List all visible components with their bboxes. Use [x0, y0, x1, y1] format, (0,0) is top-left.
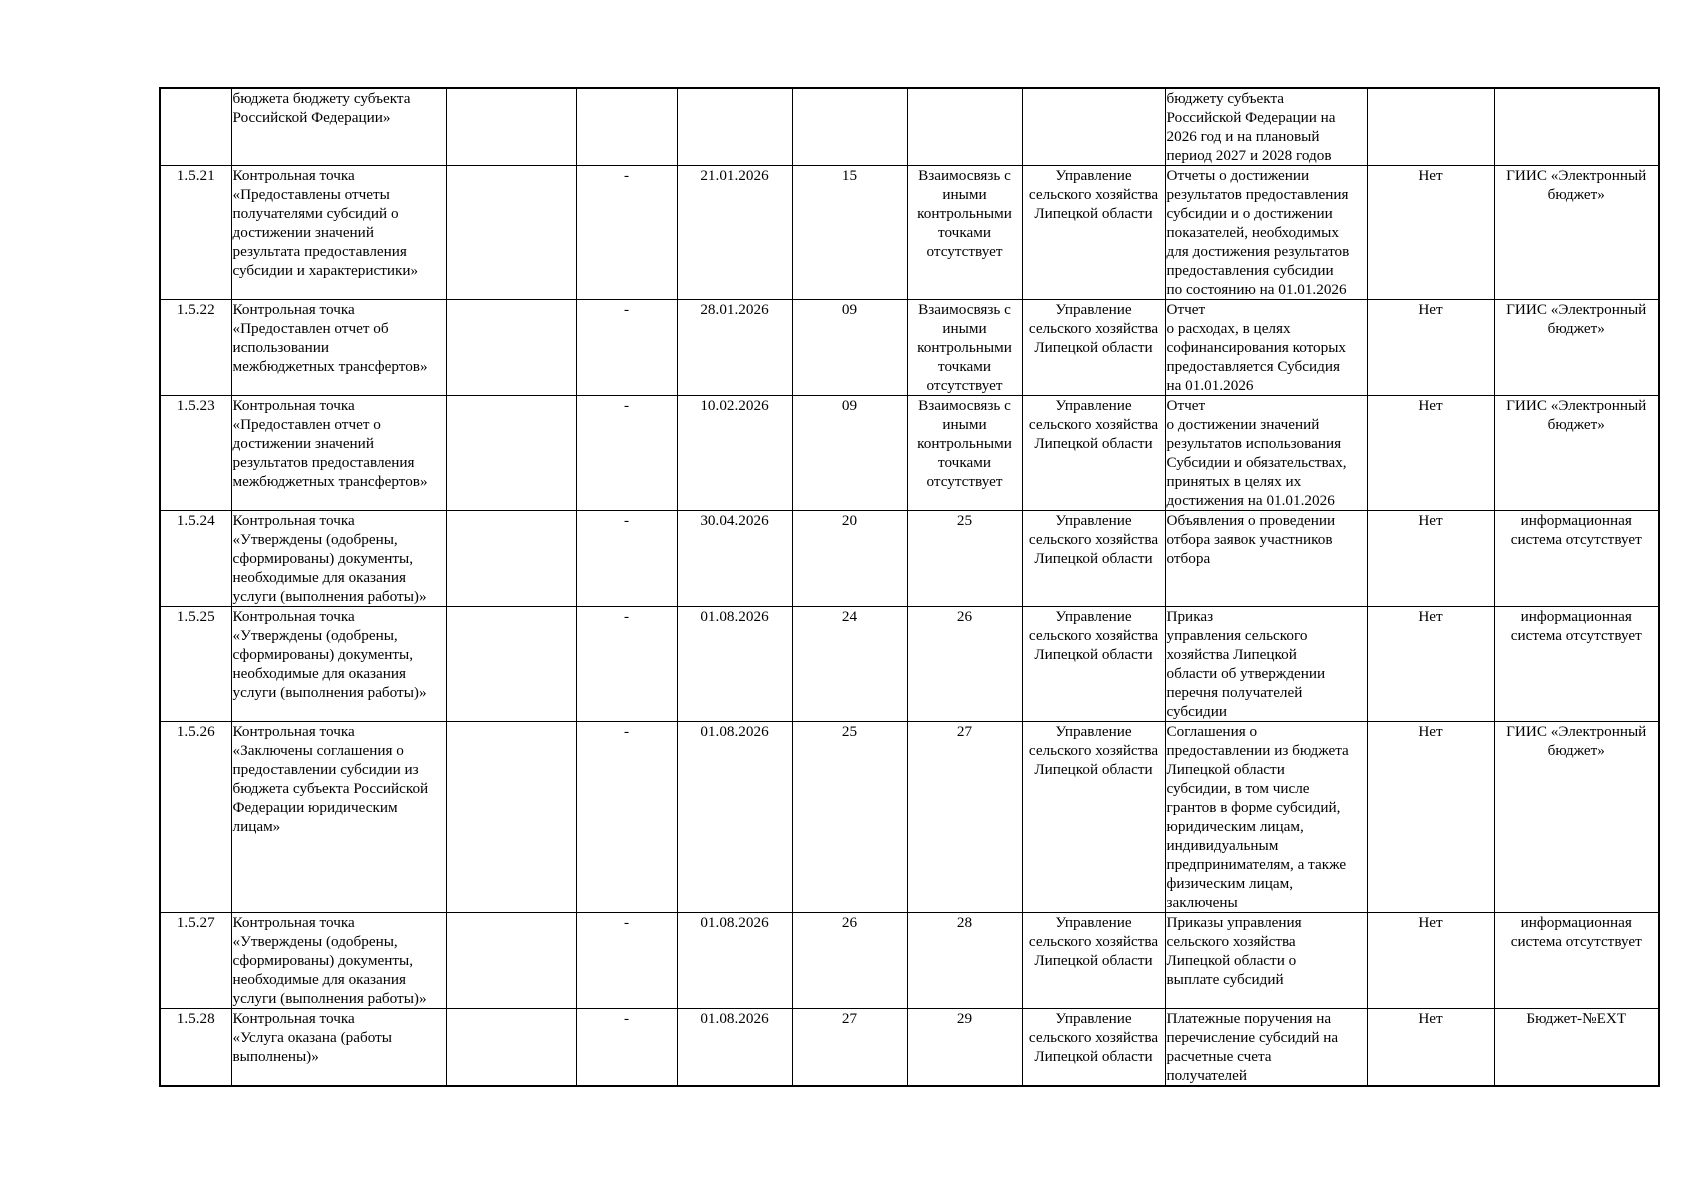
cell-date: 01.08.2026	[677, 1009, 792, 1087]
cell-system: информационная система отсутствует	[1494, 913, 1659, 1009]
cell-predecessor: 27	[792, 1009, 907, 1087]
cell-system: ГИИС «Электронный бюджет»	[1494, 300, 1659, 396]
cell-responsible: Управление сельского хозяйства Липецкой области	[1022, 722, 1165, 913]
cell-system: ГИИС «Электронный бюджет»	[1494, 396, 1659, 511]
cell-date: 10.02.2026	[677, 396, 792, 511]
cell-name: Контрольная точка «Услуга оказана (работы выполнены)»	[231, 1009, 446, 1087]
cell-predecessor: 15	[792, 166, 907, 300]
cell-successor: Взаимосвязь с иными контрольными точками отсутствует	[907, 300, 1022, 396]
cell-successor: 28	[907, 913, 1022, 1009]
cell-flag: Нет	[1367, 300, 1494, 396]
cell-document: Отчеты о достижении результатов предоставления субсидии и о достижении показателей, необходимых для достижения результатов предоставления субсидии по состоянию на 01.01.2026	[1165, 166, 1367, 300]
cell-number: 1.5.23	[160, 396, 231, 511]
cell-date: 28.01.2026	[677, 300, 792, 396]
cell-document: Отчет о расходах, в целях софинансирования которых предоставляется Субсидия на 01.01.2026	[1165, 300, 1367, 396]
cell-system: информационная система отсутствует	[1494, 511, 1659, 607]
cell-name: Контрольная точка «Утверждены (одобрены, сформированы) документы, необходимые для оказания услуги (выполнения работы)»	[231, 511, 446, 607]
cell-successor: 27	[907, 722, 1022, 913]
cell-name: Контрольная точка «Утверждены (одобрены, сформированы) документы, необходимые для оказания услуги (выполнения работы)»	[231, 913, 446, 1009]
cell-document: Платежные поручения на перечисление субсидий на расчетные счета получателей	[1165, 1009, 1367, 1087]
cell-responsible: Управление сельского хозяйства Липецкой области	[1022, 913, 1165, 1009]
cell-number: 1.5.26	[160, 722, 231, 913]
cell-responsible: Управление сельского хозяйства Липецкой области	[1022, 396, 1165, 511]
cell-dash: -	[576, 396, 677, 511]
cell-predecessor: 20	[792, 511, 907, 607]
control-points-table	[159, 87, 1660, 1087]
cell-number: 1.5.22	[160, 300, 231, 396]
cell-system: ГИИС «Электронный бюджет»	[1494, 722, 1659, 913]
cell-flag: Нет	[1367, 722, 1494, 913]
cell-start	[446, 166, 576, 300]
table-row	[160, 722, 1659, 913]
cell-dash: -	[576, 511, 677, 607]
cell-responsible: Управление сельского хозяйства Липецкой области	[1022, 607, 1165, 722]
cell-number: 1.5.27	[160, 913, 231, 1009]
cell-document: Объявления о проведении отбора заявок участников отбора	[1165, 511, 1367, 607]
cell-start	[446, 396, 576, 511]
cell-name: Контрольная точка «Заключены соглашения о предоставлении субсидии из бюджета субъекта Российской Федерации юридическим лицам»	[231, 722, 446, 913]
cell-dash: -	[576, 300, 677, 396]
cell-flag: Нет	[1367, 166, 1494, 300]
cell-predecessor: 25	[792, 722, 907, 913]
cell-empty	[1494, 88, 1659, 166]
cell-date: 21.01.2026	[677, 166, 792, 300]
cell-number: 1.5.28	[160, 1009, 231, 1087]
cell-document: Приказ управления сельского хозяйства Липецкой области об утверждении перечня получателей субсидии	[1165, 607, 1367, 722]
table-row	[160, 166, 1659, 300]
cell-flag: Нет	[1367, 607, 1494, 722]
cell-responsible: Управление сельского хозяйства Липецкой области	[1022, 300, 1165, 396]
cell-name: Контрольная точка «Предоставлен отчет об использовании межбюджетных трансфертов»	[231, 300, 446, 396]
cell-successor: 26	[907, 607, 1022, 722]
cell-dash: -	[576, 166, 677, 300]
cell-empty	[446, 88, 576, 166]
cell-number	[160, 88, 231, 166]
cell-successor: Взаимосвязь с иными контрольными точками отсутствует	[907, 166, 1022, 300]
cell-start	[446, 913, 576, 1009]
cell-predecessor: 26	[792, 913, 907, 1009]
cell-document: Приказы управления сельского хозяйства Липецкой области о выплате субсидий	[1165, 913, 1367, 1009]
cell-date: 01.08.2026	[677, 722, 792, 913]
cell-responsible: Управление сельского хозяйства Липецкой области	[1022, 166, 1165, 300]
table-row	[160, 396, 1659, 511]
cell-document: Отчет о достижении значений результатов использования Субсидии и обязательствах, принятых в целях их достижения на 01.01.2026	[1165, 396, 1367, 511]
cell-empty	[1022, 88, 1165, 166]
cell-empty	[1367, 88, 1494, 166]
cell-document: Соглашения о предоставлении из бюджета Липецкой области субсидии, в том числе грантов в форме субсидий, юридическим лицам, индивидуальным предпринимателям, а также физическим лицам, заключены	[1165, 722, 1367, 913]
cell-flag: Нет	[1367, 1009, 1494, 1087]
cell-predecessor: 24	[792, 607, 907, 722]
cell-successor: Взаимосвязь с иными контрольными точками отсутствует	[907, 396, 1022, 511]
cell-date: 01.08.2026	[677, 607, 792, 722]
cell-number: 1.5.21	[160, 166, 231, 300]
cell-responsible: Управление сельского хозяйства Липецкой области	[1022, 1009, 1165, 1087]
table-row	[160, 607, 1659, 722]
cell-empty	[677, 88, 792, 166]
cell-dash: -	[576, 722, 677, 913]
cell-empty	[576, 88, 677, 166]
table-row-continued	[160, 88, 1659, 166]
cell-name: Контрольная точка «Предоставлены отчеты получателями субсидий о достижении значений результата предоставления субсидии и характеристики»	[231, 166, 446, 300]
cell-dash: -	[576, 607, 677, 722]
cell-start	[446, 1009, 576, 1087]
cell-start	[446, 607, 576, 722]
cell-document: бюджету субъекта Российской Федерации на 2026 год и на плановый период 2027 и 2028 годов	[1165, 88, 1367, 166]
cell-system: информационная система отсутствует	[1494, 607, 1659, 722]
cell-start	[446, 722, 576, 913]
cell-responsible: Управление сельского хозяйства Липецкой области	[1022, 511, 1165, 607]
cell-empty	[792, 88, 907, 166]
cell-successor: 29	[907, 1009, 1022, 1087]
cell-successor: 25	[907, 511, 1022, 607]
cell-predecessor: 09	[792, 396, 907, 511]
cell-flag: Нет	[1367, 511, 1494, 607]
cell-date: 01.08.2026	[677, 913, 792, 1009]
cell-start	[446, 511, 576, 607]
table-row	[160, 511, 1659, 607]
cell-name: Контрольная точка «Предоставлен отчет о достижении значений результатов предоставления межбюджетных трансфертов»	[231, 396, 446, 511]
cell-number: 1.5.25	[160, 607, 231, 722]
table-row	[160, 913, 1659, 1009]
cell-flag: Нет	[1367, 396, 1494, 511]
table-row	[160, 1009, 1659, 1087]
cell-date: 30.04.2026	[677, 511, 792, 607]
cell-number: 1.5.24	[160, 511, 231, 607]
cell-dash: -	[576, 1009, 677, 1087]
cell-predecessor: 09	[792, 300, 907, 396]
table-row	[160, 300, 1659, 396]
cell-system: Бюджет-№ЕХТ	[1494, 1009, 1659, 1087]
cell-flag: Нет	[1367, 913, 1494, 1009]
cell-name: бюджета бюджету субъекта Российской Федерации»	[231, 88, 446, 166]
cell-name: Контрольная точка «Утверждены (одобрены, сформированы) документы, необходимые для оказания услуги (выполнения работы)»	[231, 607, 446, 722]
cell-system: ГИИС «Электронный бюджет»	[1494, 166, 1659, 300]
cell-start	[446, 300, 576, 396]
cell-dash: -	[576, 913, 677, 1009]
cell-empty	[907, 88, 1022, 166]
